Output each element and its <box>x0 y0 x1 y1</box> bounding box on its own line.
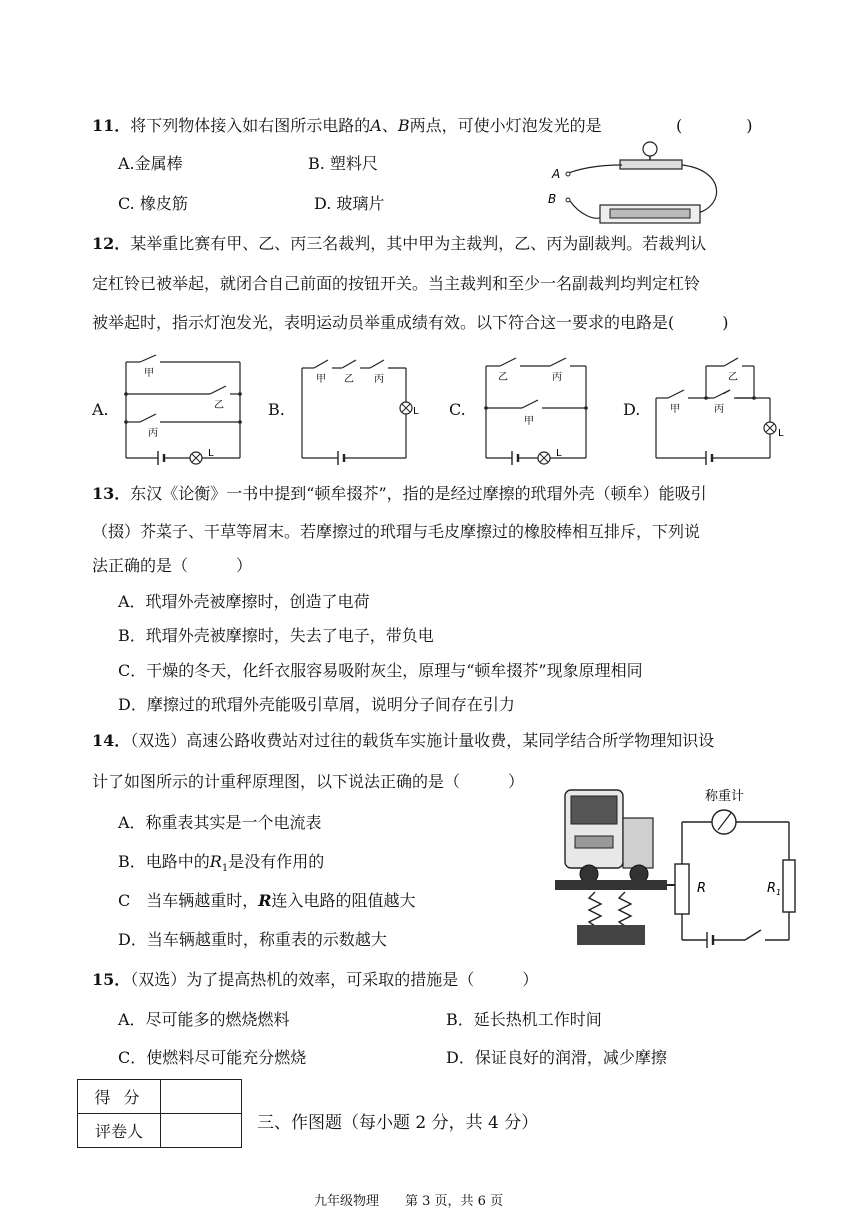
score-field[interactable] <box>161 1080 242 1114</box>
q12-option-a-label[interactable]: A. <box>92 400 109 419</box>
q12-option-d-label[interactable]: D. <box>623 400 641 419</box>
q11-answer-paren[interactable]: ( ) <box>676 116 753 135</box>
q13-option-c[interactable]: C．干燥的冬天，化纤衣服容易吸附灰尘，原理与“顿牟掇芥”现象原理相同 <box>118 661 643 680</box>
svg-text:乙: 乙 <box>498 372 508 383</box>
section-3-title: 三、作图题（每小题 2 分，共 4 分） <box>257 1113 539 1133</box>
page-footer: 九年级物理 第 3 页，共 6 页 <box>314 1194 504 1209</box>
q13-stem-line-2: （掇）芥菜子、干草等屑末。若摩擦过的玳瑁与毛皮摩擦过的橡胶棒相互排斥，下列说 <box>92 522 701 541</box>
meter-label: 称重计 <box>705 789 745 804</box>
q12-circuit-d[interactable] <box>652 352 782 467</box>
svg-text:乙: 乙 <box>728 372 738 383</box>
q12-circuit-a[interactable] <box>118 352 248 467</box>
q14-option-d[interactable]: D．当车辆越重时，称重表的示数越大 <box>118 930 387 949</box>
q14-scale-figure <box>555 780 805 950</box>
svg-text:R1: $R_1$ <box>767 881 782 897</box>
truck-icon <box>565 790 653 883</box>
q13-number: 13． <box>92 484 131 503</box>
score-box <box>77 1079 242 1148</box>
svg-text:丙: 丙 <box>374 374 384 385</box>
svg-text:甲: 甲 <box>524 416 534 427</box>
q11-option-a[interactable]: A.金属棒 <box>118 154 183 173</box>
q15-stem[interactable]: 15．（双选）为了提高热机的效率，可采取的措施是（ ） <box>92 970 539 989</box>
q11-option-d[interactable]: D. 玻璃片 <box>314 194 385 213</box>
q13-option-a[interactable]: A．玳瑁外壳被摩擦时，创造了电荷 <box>118 592 370 611</box>
q11-circuit-figure <box>540 135 730 230</box>
q11-option-b[interactable]: B. 塑料尺 <box>308 154 378 173</box>
q12-stem-line-3: 被举起时，指示灯泡发光，表明运动员举重成绩有效。以下符合这一要求的电路是( ) <box>92 313 729 332</box>
q13-stem-line-1: 13．东汉《论衡》一书中提到“顿牟掇芥”，指的是经过摩擦的玳瑁外壳（顿牟）能吸引 <box>92 484 707 503</box>
svg-text:甲: 甲 <box>670 404 680 415</box>
q14-option-b[interactable]: B．电路中的$R_1$是没有作用的 <box>118 852 325 875</box>
q14-option-a[interactable]: A．称重表其实是一个电流表 <box>118 813 322 832</box>
q15-option-b[interactable]: B．延长热机工作时间 <box>446 1010 602 1029</box>
q12-option-b-label[interactable]: B. <box>268 400 285 419</box>
q12-option-c-label[interactable]: C. <box>449 400 466 419</box>
q14-option-c[interactable]: C 当车辆越重时，R连入电路的阻值越大 <box>118 891 416 910</box>
svg-text:L: L <box>413 406 419 417</box>
q12-circuit-c[interactable] <box>478 352 598 467</box>
svg-text:丙: 丙 <box>552 372 562 383</box>
q14-stem-line-1: 14．（双选）高速公路收费站对过往的载货车实施计量收费，某同学结合所学物理知识设 <box>92 731 715 750</box>
q14-stem-line-2[interactable]: 计了如图所示的计重秤原理图，以下说法正确的是（ ） <box>92 772 525 791</box>
q12-stem-line-1: 12．某举重比赛有甲、乙、丙三名裁判，其中甲为主裁判，乙、丙为副裁判。若裁判认 <box>92 234 707 253</box>
bulb-icon <box>643 142 657 156</box>
q15-number: 15． <box>92 970 131 989</box>
grader-field[interactable] <box>161 1114 242 1148</box>
svg-text:丙: 丙 <box>148 428 158 439</box>
q14-number: 14． <box>92 731 131 750</box>
grader-label: 评卷人 <box>78 1114 161 1148</box>
svg-text:乙: 乙 <box>344 374 354 385</box>
q12-number: 12． <box>92 234 131 253</box>
q15-option-c[interactable]: C．使燃料尽可能充分燃烧 <box>118 1048 307 1067</box>
q13-stem-line-3[interactable]: 法正确的是（ ） <box>92 556 253 575</box>
q13-option-d[interactable]: D．摩擦过的玳瑁外壳能吸引草屑，说明分子间存在引力 <box>118 695 515 714</box>
svg-text:甲: 甲 <box>316 374 326 385</box>
q12-circuit-b[interactable] <box>298 352 418 467</box>
svg-text:丙: 丙 <box>714 404 724 415</box>
svg-text:L: L <box>778 428 784 439</box>
q13-option-b[interactable]: B．玳瑁外壳被摩擦时，失去了电子，带负电 <box>118 626 434 645</box>
score-label: 得 分 <box>78 1080 161 1114</box>
label-a: A <box>552 167 561 181</box>
svg-text:R: R <box>697 881 707 896</box>
svg-text:乙: 乙 <box>214 400 224 411</box>
svg-text:L: L <box>556 448 562 459</box>
svg-text:L: L <box>208 448 214 459</box>
svg-text:甲: 甲 <box>144 368 154 379</box>
label-b: B <box>548 192 557 206</box>
q15-option-a[interactable]: A．尽可能多的燃烧燃料 <box>118 1010 290 1029</box>
q11-option-c[interactable]: C. 橡皮筋 <box>118 194 188 213</box>
q11-stem: 11．将下列物体接入如右图所示电路的A、B两点，可使小灯泡发光的是 <box>92 116 602 135</box>
q11-number: 11． <box>92 116 131 135</box>
q15-option-d[interactable]: D．保证良好的润滑，减少摩擦 <box>446 1048 667 1067</box>
q12-stem-line-2: 定杠铃已被举起，就闭合自己前面的按钮开关。当主裁判和至少一名副裁判均判定杠铃 <box>92 274 701 293</box>
